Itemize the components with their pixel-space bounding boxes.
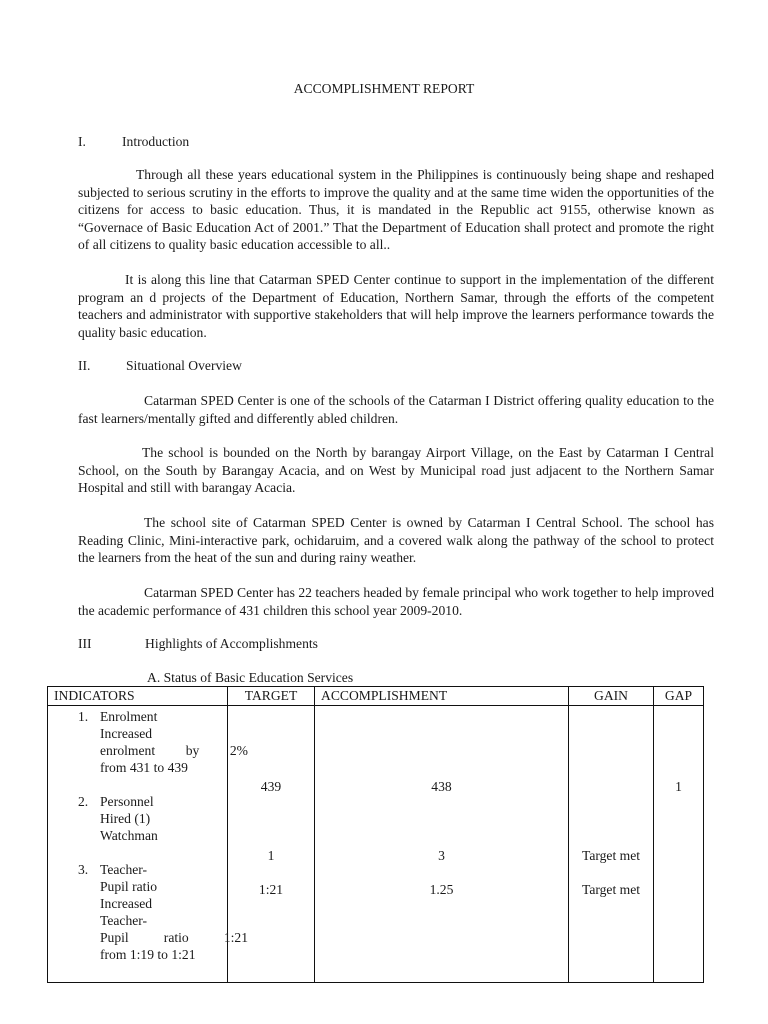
overview-paragraph-1: Catarman SPED Center is one of the schools of the Catarman I District offering quality education to the fast learners/mentally gifted and differently abled children. — [78, 393, 714, 426]
section-title: Situational Overview — [126, 358, 242, 373]
indicator-item-enrolment — [78, 708, 248, 776]
document-title: ACCOMPLISHMENT REPORT — [293, 81, 475, 96]
indicator-line: Watchman — [100, 828, 158, 843]
section-number: III — [78, 636, 92, 651]
target-value-personnel: 1 — [267, 848, 275, 863]
indicator-number: 2. — [78, 794, 89, 809]
indicator-line: Hired (1) — [100, 811, 151, 826]
gap-value-enrolment: 1 — [675, 779, 682, 794]
section-title: Introduction — [122, 134, 190, 149]
subsection-title: A. Status of Basic Education Services — [147, 670, 354, 685]
indicator-number: 1. — [78, 709, 89, 724]
indicators-cell — [48, 706, 248, 983]
indicator-item-teacher-pupil-ratio — [78, 861, 248, 963]
target-value-enrolment: 439 — [260, 779, 282, 794]
indicator-line: from 431 to 439 — [100, 760, 188, 775]
indicator-line: Increased — [100, 726, 153, 741]
indicator-line: Teacher- — [100, 862, 148, 877]
intro-paragraph-1: Through all these years educational system in the Philippines is continuously being shape and reshaped subjected to serious scrutiny in the efforts to improve the quality and at the same time widen the opportunities of the citizens for access to basic education. Thus, it is mandated in the Republic act 9155, otherwise known as “Governace of Basic Education Act of 2001.” That the Department of Education shall protect and promote the right of all citizens to quality basic education accessible to all.. — [78, 167, 714, 252]
accomplishment-cell — [315, 706, 569, 983]
overview-paragraph-4: Catarman SPED Center has 22 teachers headed by female principal who work together to help improved the academic performance of 431 children this school year 2009-2010. — [78, 585, 714, 618]
overview-paragraph-3: The school site of Catarman SPED Center is owned by Catarman I Central School. The school has Reading Clinic, Mini-interactive park, ochidaruim, and a covered walk along the pathway of the school to protect the learners from the heat of the sun and during rainy weather. — [78, 515, 714, 565]
accomplishment-value-enrolment: 438 — [431, 779, 452, 794]
header-target: TARGET — [228, 687, 315, 706]
indicator-line: Increased — [100, 896, 153, 911]
header-indicators: INDICATORS — [48, 687, 228, 706]
intro-paragraph-2: It is along this line that Catarman SPED Center continue to support in the implementation of the different program an d projects of the Department of Education, Northern Samar, through the efforts of the competent teachers and administrator with supportive stakeholders that will help improve the learners performance towards the quality basic education. — [78, 272, 714, 340]
target-cell — [228, 706, 315, 983]
basic-education-status-table — [47, 686, 704, 983]
header-gain: GAIN — [569, 687, 654, 706]
indicator-line: Personnel — [100, 794, 154, 809]
indicator-line: from 1:19 to 1:21 — [100, 947, 196, 962]
indicator-line: enrolment by 2% — [100, 743, 248, 758]
section-title: Highlights of Accomplishments — [145, 636, 318, 651]
indicator-number: 3. — [78, 862, 89, 877]
indicator-item-personnel — [78, 793, 248, 844]
indicator-line: Pupil ratio 1:21 — [100, 930, 248, 945]
accomplishment-value-ratio: 1.25 — [429, 882, 454, 897]
gain-value-ratio: Target met — [581, 882, 641, 897]
table-header-row — [48, 687, 704, 706]
indicator-line: Enrolment — [100, 709, 158, 724]
table-body-row — [48, 706, 704, 983]
target-value-ratio: 1:21 — [258, 882, 284, 897]
section-number: II. — [78, 358, 91, 373]
gain-cell — [569, 706, 654, 983]
section-number: I. — [78, 134, 86, 149]
gap-cell — [654, 706, 704, 983]
indicator-line: Pupil ratio — [100, 879, 158, 894]
header-accomplishment: ACCOMPLISHMENT — [315, 687, 569, 706]
accomplishment-value-personnel: 3 — [438, 848, 445, 863]
header-gap: GAP — [654, 687, 704, 706]
indicator-line: Teacher- — [100, 913, 148, 928]
gain-value-personnel: Target met — [581, 848, 641, 863]
overview-paragraph-2: The school is bounded on the North by barangay Airport Village, on the East by Catarman I Central School, on the South by Barangay Acacia, and on West by Municipal road just adjacent to the Northern Samar Hospital and still with barangay Acacia. — [78, 445, 714, 495]
